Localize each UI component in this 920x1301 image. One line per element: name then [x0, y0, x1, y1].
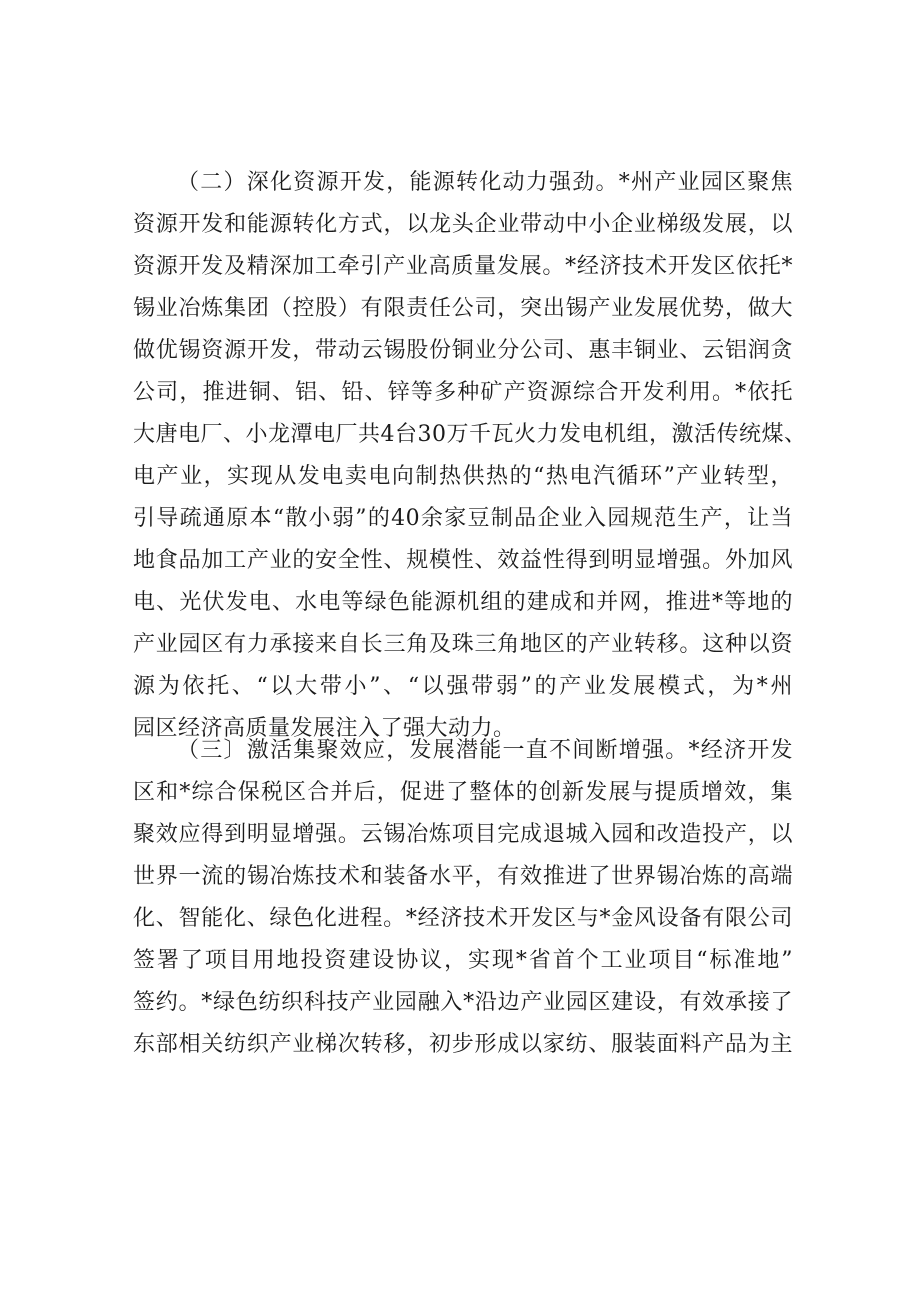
paragraph-line: 聚效应得到明显增强。云锡冶炼项目完成退城入园和改造投产，以 — [133, 822, 793, 847]
paragraph-line: （二）深化资源开发，能源转化动力强劲。*州产业园区聚焦 — [177, 170, 793, 195]
paragraph-line: 产业园区有力承接来自长三角及珠三角地区的产业转移。这种以资 — [133, 632, 793, 657]
paragraph-line: 化、智能化、绿色化进程。*经济技术开发区与*金风设备有限公司 — [133, 906, 793, 931]
paragraph-line: 引导疏通原本“散小弱”的40余家豆制品企业入园规范生产，让当 — [133, 506, 793, 531]
paragraph-line: 公司，推进铜、铝、铅、锌等多种矿产资源综合开发利用。*依托 — [133, 380, 793, 405]
paragraph-line: （三〕激活集聚效应，发展潜能一直不间断增强。*经济开发 — [177, 738, 793, 763]
paragraph-line: 大唐电厂、小龙潭电厂共4台30万千瓦火力发电机组，激活传统煤、 — [133, 422, 807, 447]
paragraph-line: 源为依托、“以大带小”、“以强带弱”的产业发展模式，为*州 — [133, 674, 793, 699]
paragraph-line: 电、光伏发电、水电等绿色能源机组的建成和并网，推进*等地的 — [133, 590, 793, 615]
paragraph-line: 东部相关纺织产业梯次转移，初步形成以家纺、服装面料产品为主 — [133, 1032, 793, 1057]
paragraph-line: 资源开发和能源转化方式，以龙头企业带动中小企业梯级发展，以 — [133, 212, 793, 237]
paragraph-line: 签约。*绿色纺织科技产业园融入*沿边产业园区建设，有效承接了 — [133, 990, 793, 1015]
paragraph-line: 签署了项目用地投资建设协议，实现*省首个工业项目“标准地” — [133, 948, 793, 973]
paragraph-line: 世界一流的锡冶炼技术和装备水平，有效推进了世界锡冶炼的高端 — [133, 864, 793, 889]
paragraph-line: 资源开发及精深加工牵引产业高质量发展。*经济技术开发区依托* — [133, 254, 793, 279]
paragraph-line: 区和*综合保税区合并后，促进了整体的创新发展与提质增效，集 — [133, 780, 793, 805]
paragraph-line: 电产业，实现从发电卖电向制热供热的“热电汽循环”产业转型， — [133, 464, 793, 489]
paragraph-line: 地食品加工产业的安全性、规模性、效益性得到明显增强。外加风 — [133, 548, 793, 573]
paragraph-section-3 — [133, 730, 793, 1066]
paragraph-line: 做优锡资源开发，带动云锡股份铜业分公司、惠丰铜业、云铝润贪 — [133, 338, 793, 363]
paragraph-section-2 — [133, 162, 807, 750]
paragraph-line: 锡业冶炼集团（控股）有限责任公司，突出锡产业发展优势，做大 — [133, 296, 793, 321]
paragraph-line: 园区经济高质量发展注入了强大动力。 — [133, 716, 516, 741]
